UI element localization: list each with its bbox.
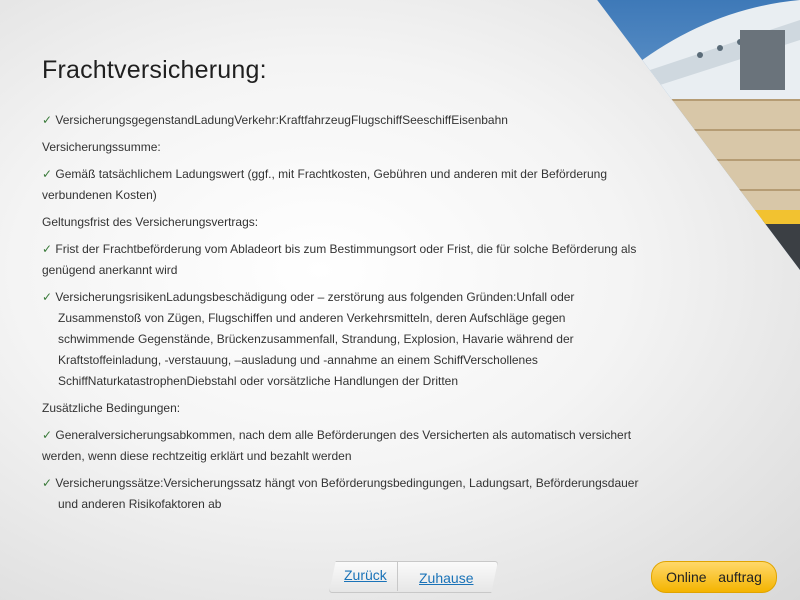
list-item	[42, 110, 642, 131]
navigation-divider	[397, 561, 398, 591]
list-item	[42, 287, 642, 392]
list-item	[42, 425, 642, 467]
section-heading-text: Geltungsfrist des Versicherungsvertrags:	[42, 215, 259, 229]
check-icon: ✓	[42, 476, 53, 490]
list-item-text: Gemäß tatsächlichem Ladungswert (ggf., mit Frachtkosten, Gebühren und anderen mit der Beförderung verbundenen Kosten)	[42, 167, 608, 202]
back-link[interactable]: Zurück	[344, 567, 387, 583]
home-link[interactable]: Zuhause	[419, 570, 474, 586]
section-heading-text: Zusätzliche Bedingungen:	[42, 401, 181, 415]
section-heading	[42, 137, 642, 158]
list-item	[42, 164, 642, 206]
list-item-text: Generalversicherungsabkommen, nach dem alle Beförderungen des Versicherten als automatisch versichert werden, wenn diese rechtzeitig erklärt und bezahlt werden	[42, 428, 632, 463]
list-item-text: VersicherungsrisikenLadungsbeschädigung oder – zerstörung aus folgenden Gründen:Unfall oder Zusammenstoß von Zügen, Flugschiffen und anderen Verkehrsmitteln, deren Aufschläge gegen schwimmende Gegenstände, Brückenzusammenfall, Strandung, Explosion, Havarie während der Kraftstoffeinladung, -verstauung, –ausladung und -annahme an einem SchiffVerschollenes SchiffNaturkatastrophenDiebstahl oder vorsätzliche Handlungen der Dritten	[55, 290, 575, 388]
check-icon: ✓	[42, 167, 53, 181]
content-list	[42, 110, 642, 521]
section-heading-text: Versicherungssumme:	[42, 140, 161, 154]
list-item-text: VersicherungsgegenstandLadungVerkehr:KraftfahrzeugFlugschiffSeeschiffEisenbahn	[55, 113, 508, 127]
list-item-text: Versicherungssätze:Versicherungssatz hängt von Beförderungsbedingungen, Ladungsart, Beförderungsdauer und anderen Risikofaktoren ab	[55, 476, 639, 511]
list-item	[42, 239, 642, 281]
check-icon: ✓	[42, 428, 53, 442]
check-icon: ✓	[42, 290, 53, 304]
page-title: Frachtversicherung:	[42, 56, 267, 84]
online-order-button[interactable]: Online auftrag	[651, 561, 777, 593]
check-icon: ✓	[42, 113, 53, 127]
check-icon: ✓	[42, 242, 53, 256]
list-item-text: Frist der Frachtbeförderung vom Abladeort bis zum Bestimmungsort oder Frist, die für solche Beförderung als genügend anerkannt wird	[42, 242, 637, 277]
navigation-bar	[329, 561, 496, 591]
list-item	[42, 473, 642, 515]
section-heading	[42, 212, 642, 233]
section-heading	[42, 398, 642, 419]
